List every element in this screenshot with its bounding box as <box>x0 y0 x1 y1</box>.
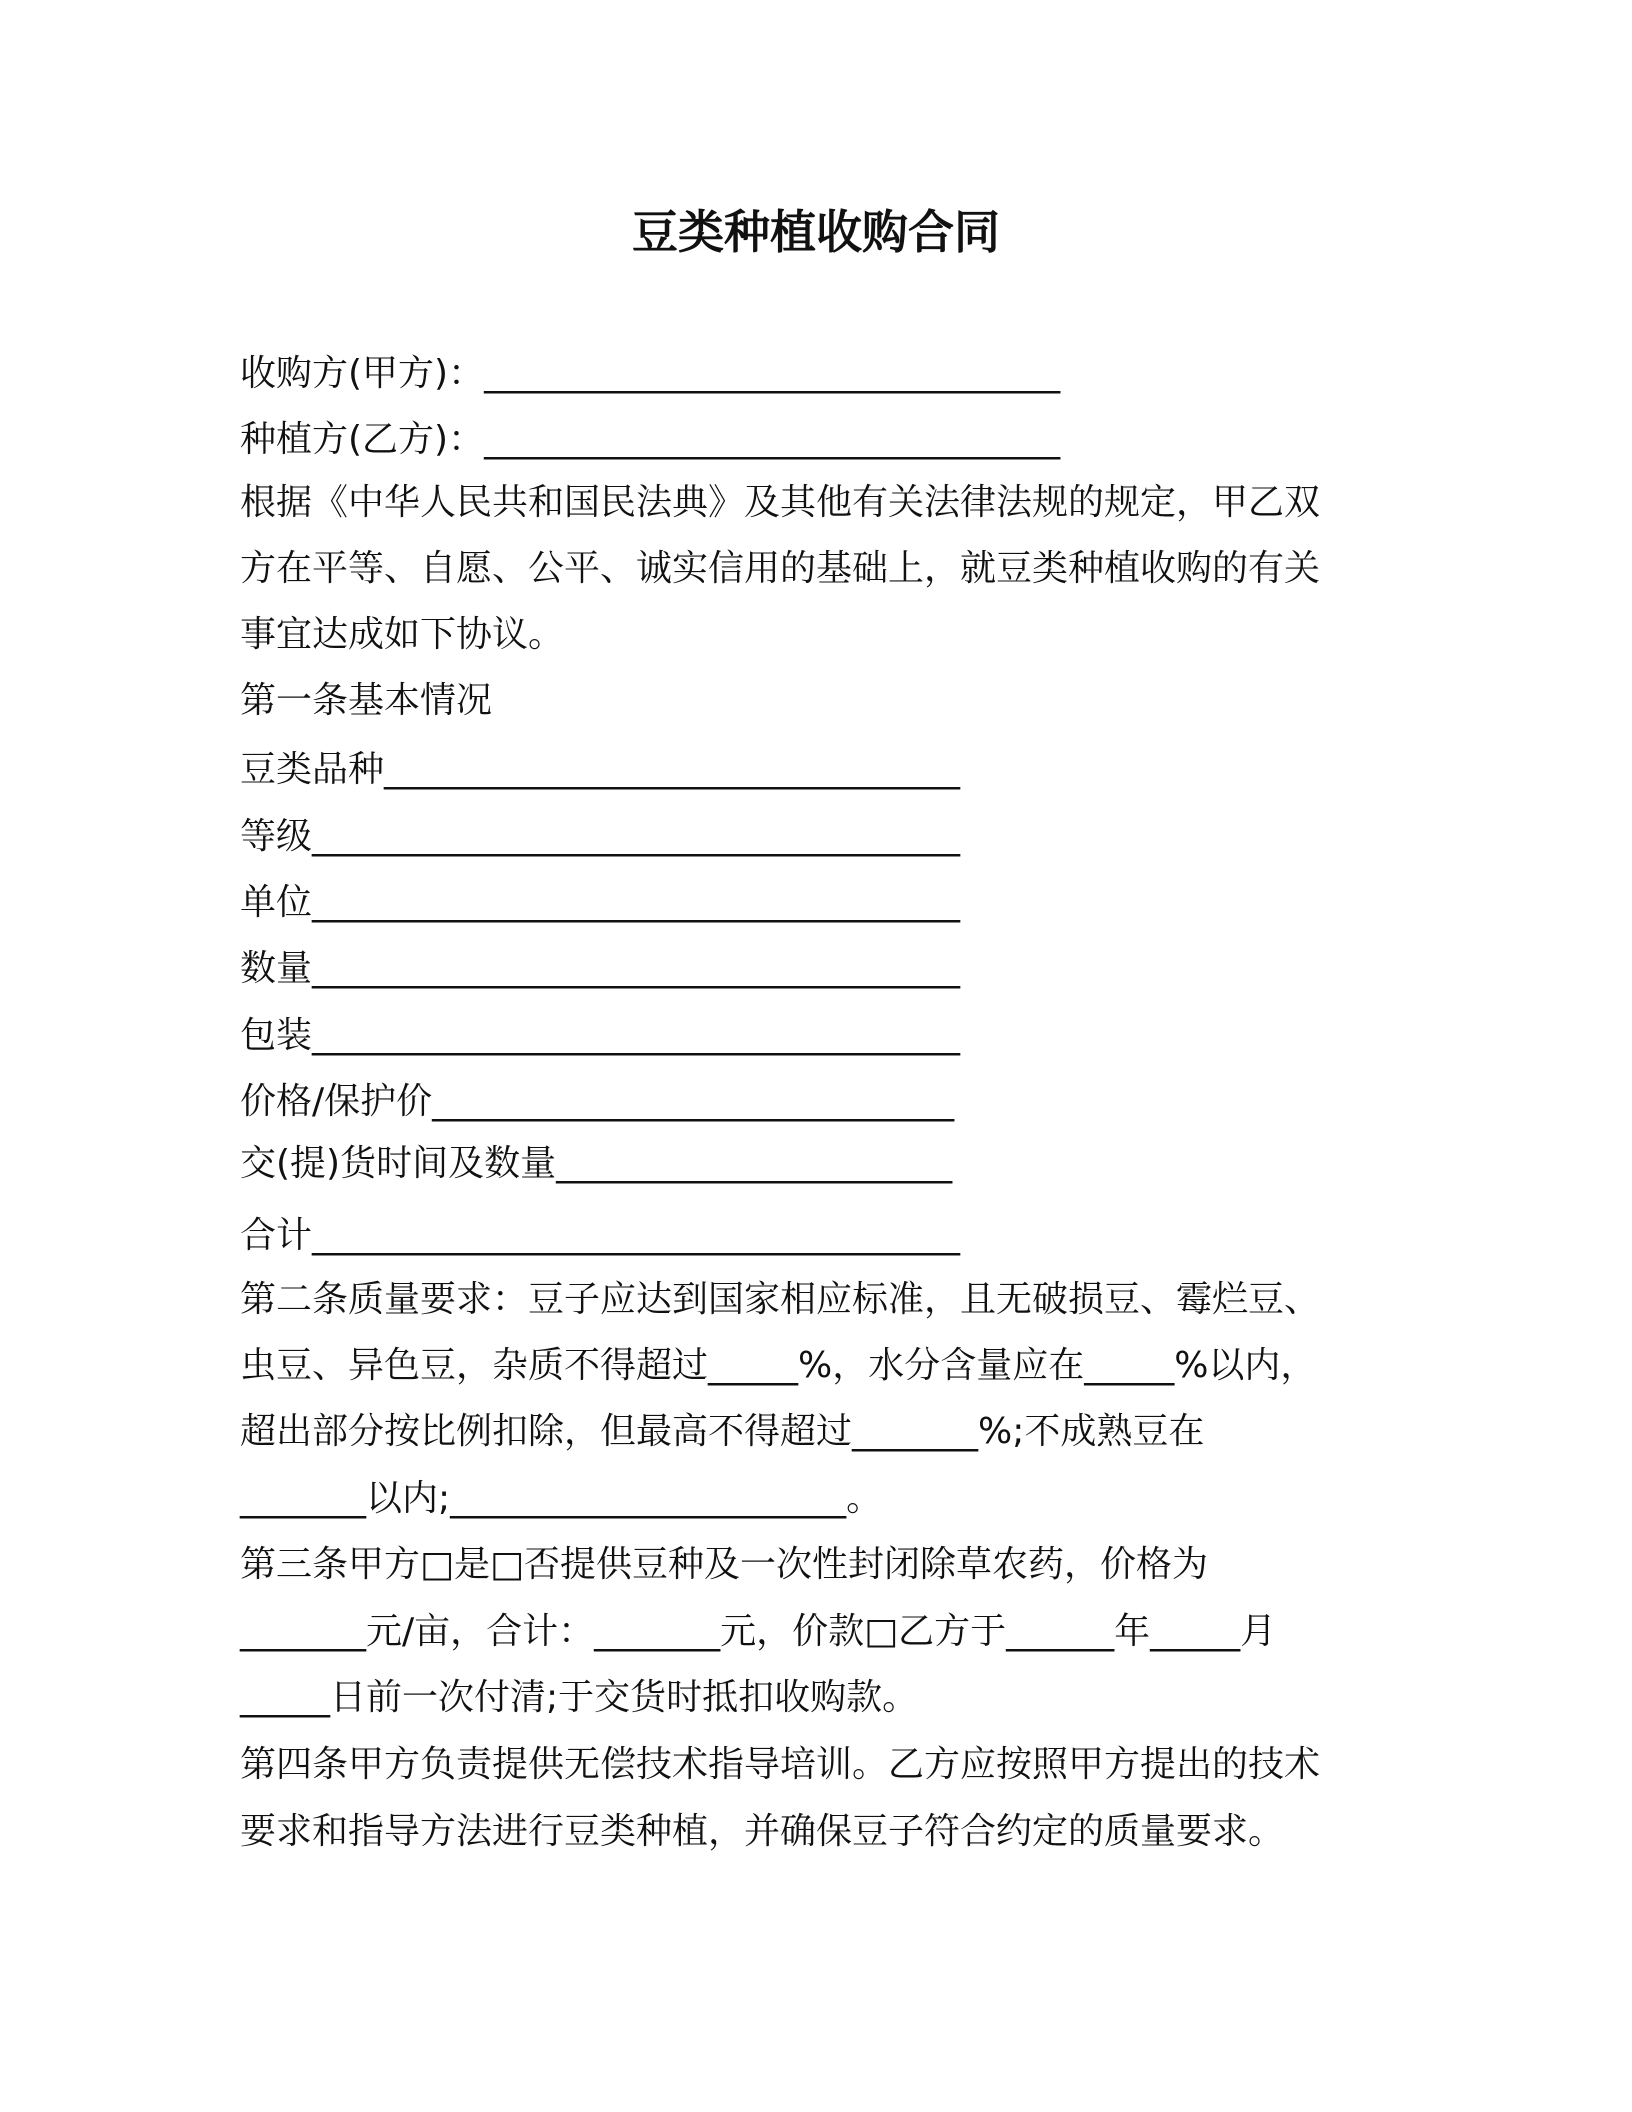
field-price: 价格/保护价_____________________________ <box>240 1081 955 1122</box>
field-bean-variety: 豆类品种________________________________ <box>240 749 961 790</box>
article-2-line-4: _______以内;______________________。 <box>240 1478 883 1519</box>
article-3-line-1: 第三条甲方□是□否提供豆种及一次性封闭除草农药，价格为 <box>240 1544 1209 1585</box>
article-2-line-2: 虫豆、异色豆，杂质不得超过_____%，水分含量应在_____%以内， <box>240 1345 1317 1386</box>
article-3-line-3: _____日前一次付清;于交货时抵扣收购款。 <box>240 1677 919 1718</box>
page-title: 豆类种植收购合同 <box>632 205 1000 259</box>
article-4-line-2: 要求和指导方法进行豆类种植，并确保豆子符合约定的质量要求。 <box>240 1811 1285 1852</box>
preamble-line-3: 事宜达成如下协议。 <box>240 614 565 655</box>
article-2-line-1: 第二条质量要求：豆子应达到国家相应标准，且无破损豆、霉烂豆、 <box>240 1279 1321 1320</box>
grower-party-line: 种植方(乙方)：________________________________ <box>240 419 1061 460</box>
field-grade: 等级____________________________________ <box>240 816 960 857</box>
field-total: 合计____________________________________ <box>240 1215 960 1256</box>
preamble-line-1: 根据《中华人民共和国民法典》及其他有关法律法规的规定，甲乙双 <box>240 482 1321 523</box>
article-1-heading: 第一条基本情况 <box>240 680 493 721</box>
field-quantity: 数量____________________________________ <box>240 948 960 989</box>
buyer-party-line: 收购方(甲方)：________________________________ <box>240 353 1061 394</box>
preamble-line-2: 方在平等、自愿、公平、诚实信用的基础上，就豆类种植收购的有关 <box>240 548 1321 589</box>
field-delivery-time: 交(提)货时间及数量______________________ <box>240 1143 953 1184</box>
field-unit: 单位____________________________________ <box>240 882 960 923</box>
article-4-line-1: 第四条甲方负责提供无偿技术指导培训。乙方应按照甲方提出的技术 <box>240 1744 1321 1785</box>
article-3-line-2: _______元/亩，合计：_______元，价款□乙方于______年_____月 <box>240 1611 1277 1652</box>
article-2-line-3: 超出部分按比例扣除，但最高不得超过_______%;不成熟豆在 <box>240 1411 1205 1452</box>
field-packaging: 包装____________________________________ <box>240 1015 960 1056</box>
